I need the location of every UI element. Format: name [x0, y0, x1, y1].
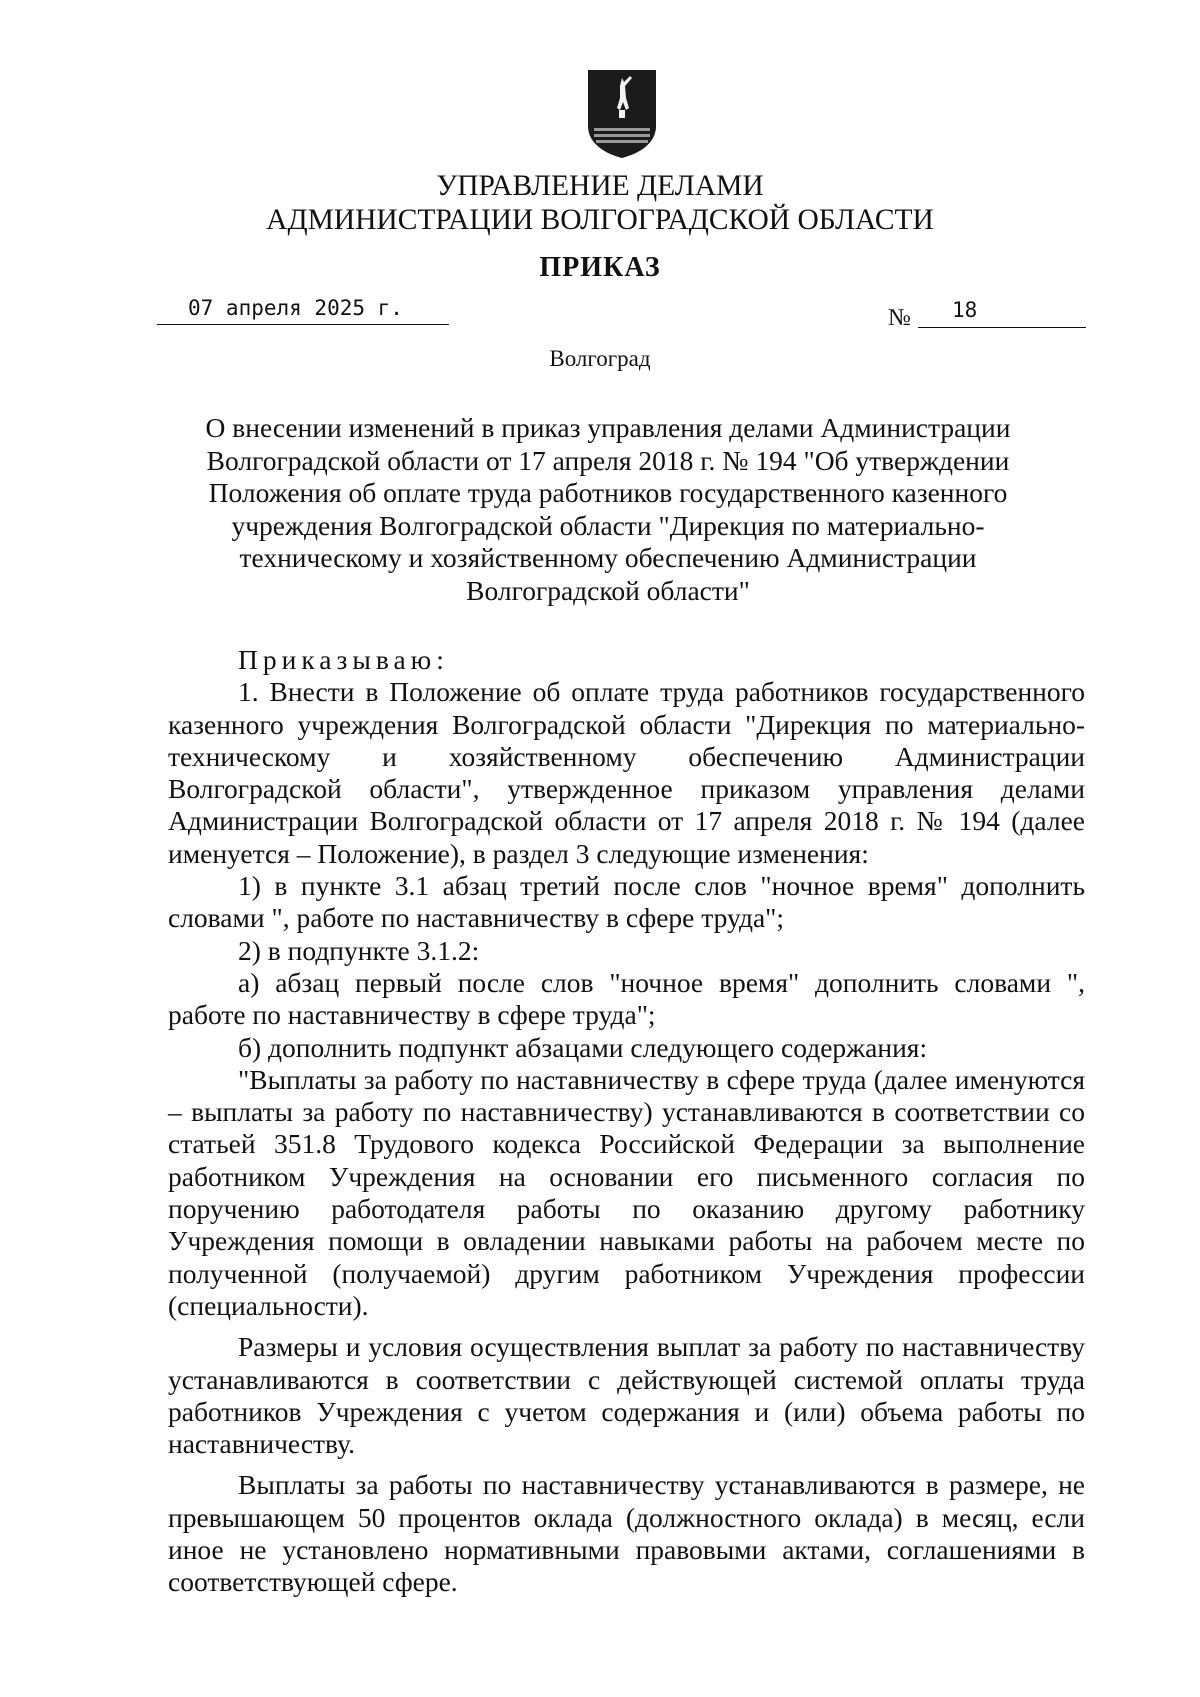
paragraph-item-1: 1. Внести в Положение об оплате труда работников государственного казенного учреждения Волгоградской области "Дирекция по материально-техническому и хозяйственному обеспечению Администрации Волгоградской области", утвержденное приказом управления делами Администрации Волгоградской области от 17 апреля 2018 г. № 194 (далее именуется – Положение), в раздел 3 следующие изменения:	[168, 676, 1085, 869]
order-preamble: Приказываю:	[238, 644, 449, 675]
paragraph-payment-conditions: Размеры и условия осуществления выплат за работу по наставничеству устанавливаются в соответствии с действующей системой оплаты труда работников Учреждения с учетом содержания и (или) объема работы по наставничеству.	[168, 1331, 1085, 1460]
order-body	[168, 644, 1085, 1599]
city-name: Волгоград	[549, 346, 651, 371]
paragraph-item-1-1: 1) в пункте 3.1 абзац третий после слов "ночное время" дополнить словами ", работе по наставничеству в сфере труда";	[168, 870, 1085, 934]
organization-name-line1: УПРАВЛЕНИЕ ДЕЛАМИ	[436, 170, 764, 202]
paragraph-item-b: б) дополнить подпункт абзацами следующего содержания:	[238, 1031, 928, 1063]
document-type-title: ПРИКАЗ	[539, 252, 661, 283]
date-underline	[157, 324, 449, 325]
number-underline	[918, 327, 1086, 328]
paragraph-item-1-2: 2) в подпункте 3.1.2:	[238, 934, 480, 966]
organization-name-line2: АДМИНИСТРАЦИИ ВОЛГОГРАДСКОЙ ОБЛАСТИ	[266, 204, 934, 236]
paragraph-mentorship-payments: "Выплаты за работу по наставничеству в сфере труда (далее именуются – выплаты за работу по наставничеству) устанавливаются в соответствии со статьей 351.8 Трудового кодекса Российской Федерации за выполнение работником Учреждения на основании его письменного согласия по поручению работодателя работы по оказанию другому работнику Учреждения помощи в овладении навыками работы на рабочем месте по полученной (получаемой) другим работником Учреждения профессии (специальности).	[168, 1063, 1085, 1321]
paragraph-item-a: а) абзац первый после слов "ночное время" дополнить словами ", работе по наставничеству в сфере труда";	[168, 966, 1085, 1031]
paragraph-payment-limit: Выплаты за работы по наставничеству устанавливаются в размере, не превышающем 50 процентов оклада (должностного оклада) в месяц, если иное не установлено нормативными правовыми актами, соглашениями в соответствующей сфере.	[168, 1469, 1085, 1598]
coat-of-arms-icon	[586, 68, 658, 160]
order-date: 07 апреля 2025 г.	[188, 296, 403, 320]
order-subject: О внесении изменений в приказ управления делами Администрации Волгоградской области от 17 апреля 2018 г. № 194 "Об утверждении Положения об оплате труда работников государственного казенного учреждения Волгоградской области "Дирекция по материально-техническому и хозяйственному обеспечению Администрации Волгоградской области"	[205, 412, 1011, 606]
number-sign: №	[888, 305, 911, 331]
order-number: 18	[952, 298, 978, 322]
